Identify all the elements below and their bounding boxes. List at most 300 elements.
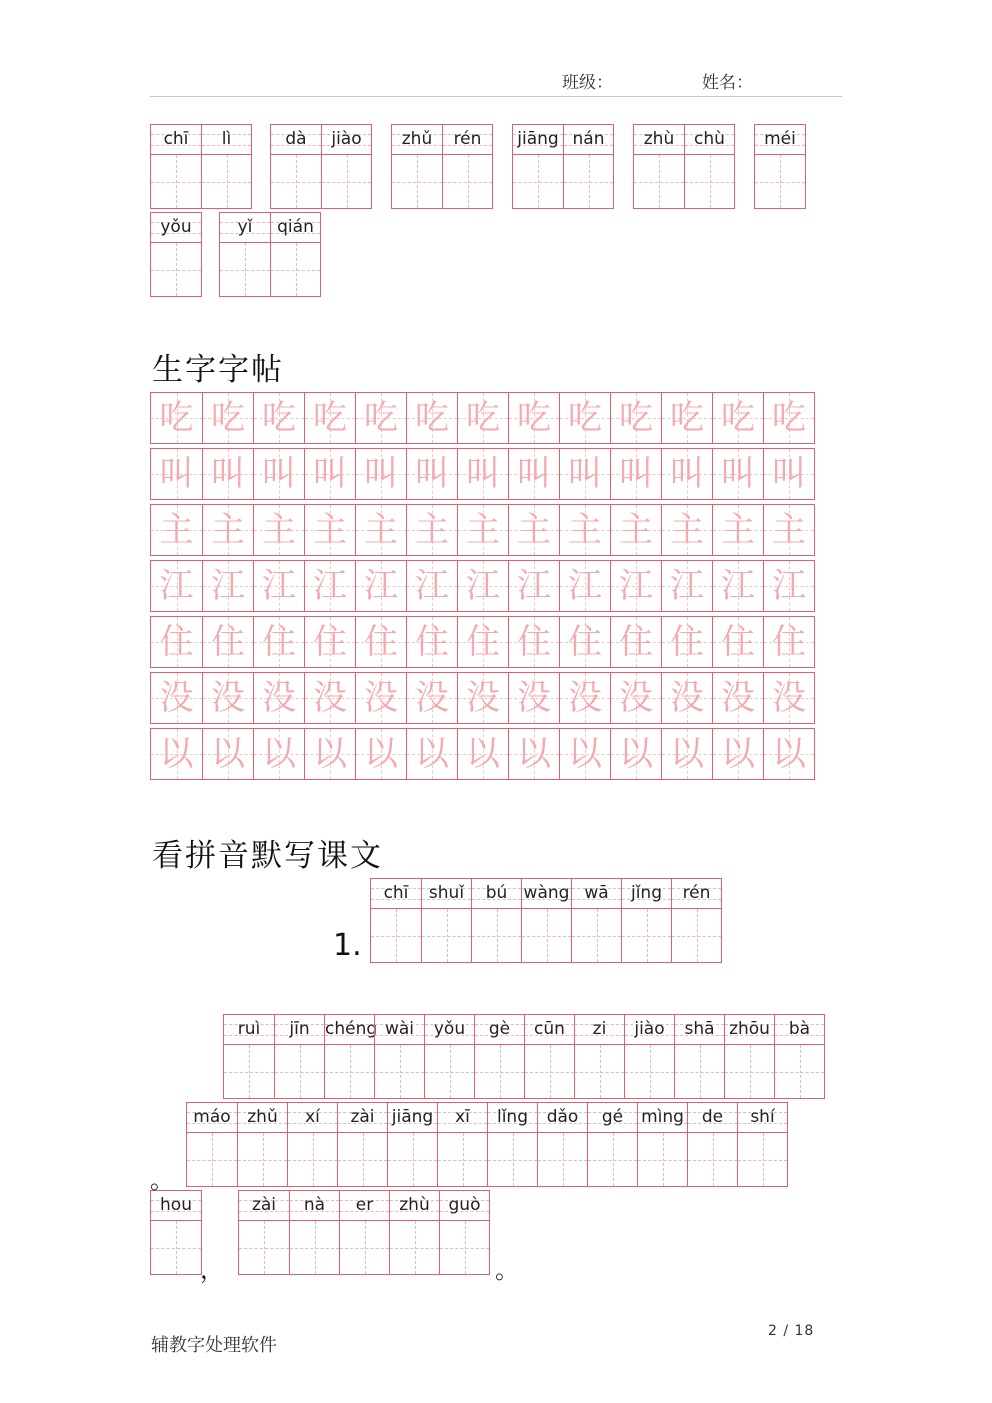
pinyin-text: bú bbox=[485, 883, 508, 903]
pinyin-box-group bbox=[370, 878, 722, 963]
trace-character: 吃 bbox=[619, 398, 653, 438]
hanzi-writing-box[interactable] bbox=[239, 1221, 289, 1274]
trace-character: 住 bbox=[619, 622, 653, 662]
hanzi-writing-box[interactable] bbox=[475, 1045, 524, 1098]
tracing-cell[interactable] bbox=[610, 617, 661, 667]
tracing-cell[interactable] bbox=[712, 561, 763, 611]
hanzi-writing-box[interactable] bbox=[675, 1045, 724, 1098]
hanzi-writing-box[interactable] bbox=[220, 243, 270, 296]
pinyin-box-group bbox=[391, 124, 493, 209]
trace-character: 以 bbox=[313, 734, 347, 774]
tracing-cell[interactable] bbox=[559, 505, 610, 555]
tracing-cell[interactable] bbox=[508, 561, 559, 611]
pinyin-writing-cell bbox=[587, 1103, 637, 1186]
tracing-cell[interactable] bbox=[763, 729, 814, 779]
trace-character: 叫 bbox=[670, 454, 704, 494]
pinyin-writing-cell bbox=[671, 879, 721, 962]
pinyin-box-group bbox=[150, 1190, 202, 1275]
tracing-cell[interactable] bbox=[763, 393, 814, 443]
tracing-cell[interactable] bbox=[610, 393, 661, 443]
pinyin-writing-cell bbox=[574, 1015, 624, 1098]
pinyin-text: wàng bbox=[523, 883, 570, 903]
pinyin-writing-cell bbox=[521, 879, 571, 962]
hanzi-writing-box[interactable] bbox=[525, 1045, 574, 1098]
tracing-cell[interactable] bbox=[610, 505, 661, 555]
hanzi-writing-box[interactable] bbox=[538, 1133, 587, 1186]
pinyin-text: chī bbox=[163, 129, 189, 149]
name-label: 姓名： bbox=[702, 73, 753, 93]
trace-character: 江 bbox=[466, 566, 500, 606]
tracing-cell[interactable] bbox=[304, 729, 355, 779]
hanzi-writing-box[interactable] bbox=[202, 155, 251, 208]
trace-character: 吃 bbox=[568, 398, 602, 438]
trace-character: 吃 bbox=[262, 398, 296, 438]
tracing-cell[interactable] bbox=[253, 561, 304, 611]
pinyin-text: jǐng bbox=[630, 883, 662, 903]
pinyin-box-group bbox=[219, 212, 321, 297]
tracing-cell[interactable] bbox=[253, 449, 304, 499]
tracing-cell[interactable] bbox=[610, 561, 661, 611]
tracing-cell[interactable] bbox=[151, 729, 202, 779]
pinyin-text: jiāng bbox=[517, 129, 559, 149]
hanzi-writing-box[interactable] bbox=[325, 1045, 374, 1098]
pinyin-writing-cell bbox=[537, 1103, 587, 1186]
hanzi-writing-box[interactable] bbox=[575, 1045, 624, 1098]
pinyin-writing-cell bbox=[324, 1015, 378, 1098]
pinyin-box-group bbox=[512, 124, 614, 209]
hanzi-writing-box[interactable] bbox=[634, 155, 684, 208]
tracing-cell[interactable] bbox=[406, 673, 457, 723]
tracing-cell[interactable] bbox=[457, 393, 508, 443]
tracing-cell[interactable] bbox=[661, 449, 712, 499]
tracing-cell[interactable] bbox=[355, 561, 406, 611]
tracing-cell[interactable] bbox=[508, 505, 559, 555]
tracing-cell[interactable] bbox=[304, 561, 355, 611]
trace-character: 住 bbox=[466, 622, 500, 662]
tracing-cell[interactable] bbox=[661, 505, 712, 555]
pinyin-text: er bbox=[355, 1195, 374, 1215]
pinyin-text: shā bbox=[684, 1019, 715, 1039]
trace-character: 以 bbox=[517, 734, 551, 774]
hanzi-writing-box[interactable] bbox=[440, 1221, 489, 1274]
tracing-cell[interactable] bbox=[304, 449, 355, 499]
trace-character: 没 bbox=[619, 678, 653, 718]
pinyin-box-group bbox=[186, 1102, 788, 1187]
trace-character: 没 bbox=[466, 678, 500, 718]
tracing-cell[interactable] bbox=[712, 617, 763, 667]
trace-character: 主 bbox=[568, 510, 602, 550]
tracing-cell[interactable] bbox=[457, 729, 508, 779]
tracing-cell[interactable] bbox=[355, 617, 406, 667]
trace-character: 以 bbox=[721, 734, 755, 774]
pinyin-text: guò bbox=[448, 1195, 481, 1215]
trace-character: 没 bbox=[313, 678, 347, 718]
hanzi-writing-box[interactable] bbox=[672, 909, 721, 962]
trace-character: 叫 bbox=[262, 454, 296, 494]
tracing-cell[interactable] bbox=[253, 393, 304, 443]
pinyin-writing-cell bbox=[487, 1103, 537, 1186]
tracing-cell[interactable] bbox=[151, 561, 202, 611]
tracing-cell[interactable] bbox=[202, 729, 253, 779]
trace-character: 江 bbox=[364, 566, 398, 606]
pinyin-writing-cell bbox=[474, 1015, 524, 1098]
hanzi-writing-box[interactable] bbox=[375, 1045, 424, 1098]
trace-character: 主 bbox=[262, 510, 296, 550]
hanzi-writing-box[interactable] bbox=[775, 1045, 824, 1098]
tracing-cell[interactable] bbox=[151, 449, 202, 499]
tracing-cell[interactable] bbox=[712, 673, 763, 723]
hanzi-writing-box[interactable] bbox=[513, 155, 563, 208]
pinyin-writing-cell bbox=[437, 1103, 487, 1186]
hanzi-writing-box[interactable] bbox=[443, 155, 492, 208]
hanzi-writing-box[interactable] bbox=[275, 1045, 324, 1098]
trace-character: 以 bbox=[415, 734, 449, 774]
tracing-cell[interactable] bbox=[661, 673, 712, 723]
pinyin-writing-cell bbox=[201, 125, 251, 208]
hanzi-writing-box[interactable] bbox=[390, 1221, 439, 1274]
tracing-row bbox=[150, 672, 815, 724]
trace-character: 住 bbox=[517, 622, 551, 662]
tracing-cell[interactable] bbox=[202, 393, 253, 443]
tracing-cell[interactable] bbox=[610, 729, 661, 779]
tracing-cell[interactable] bbox=[151, 393, 202, 443]
hanzi-writing-box[interactable] bbox=[472, 909, 521, 962]
trace-character: 江 bbox=[517, 566, 551, 606]
tracing-cell[interactable] bbox=[304, 617, 355, 667]
tracing-cell[interactable] bbox=[406, 393, 457, 443]
hanzi-writing-box[interactable] bbox=[725, 1045, 774, 1098]
hanzi-writing-box[interactable] bbox=[388, 1133, 437, 1186]
tracing-cell[interactable] bbox=[712, 449, 763, 499]
hanzi-writing-box[interactable] bbox=[572, 909, 621, 962]
pinyin-writing-cell bbox=[421, 879, 471, 962]
tracing-row bbox=[150, 448, 815, 500]
pinyin-writing-cell bbox=[237, 1103, 287, 1186]
pinyin-text: xī bbox=[455, 1107, 470, 1127]
hanzi-writing-box[interactable] bbox=[755, 155, 805, 208]
pinyin-writing-cell bbox=[624, 1015, 674, 1098]
tracing-cell[interactable] bbox=[355, 729, 406, 779]
pinyin-writing-cell bbox=[442, 125, 492, 208]
trace-character: 主 bbox=[364, 510, 398, 550]
trace-character: 没 bbox=[772, 678, 806, 718]
trace-character: 没 bbox=[159, 678, 194, 718]
tracing-cell[interactable] bbox=[253, 729, 304, 779]
trace-character: 吃 bbox=[313, 398, 347, 438]
pinyin-writing-cell bbox=[774, 1015, 824, 1098]
pinyin-writing-cell bbox=[737, 1103, 787, 1186]
tracing-cell[interactable] bbox=[559, 393, 610, 443]
pinyin-writing-cell bbox=[637, 1103, 687, 1186]
hanzi-writing-box[interactable] bbox=[738, 1133, 787, 1186]
tracing-cell[interactable] bbox=[355, 449, 406, 499]
hanzi-writing-box[interactable] bbox=[425, 1045, 474, 1098]
trace-character: 住 bbox=[211, 622, 245, 662]
hanzi-writing-box[interactable] bbox=[288, 1133, 337, 1186]
pinyin-writing-cell bbox=[339, 1191, 389, 1274]
tracing-cell[interactable] bbox=[253, 673, 304, 723]
trace-character: 吃 bbox=[517, 398, 551, 438]
tracing-cell[interactable] bbox=[151, 617, 202, 667]
tracing-cell[interactable] bbox=[406, 729, 457, 779]
trace-character: 以 bbox=[466, 734, 500, 774]
tracing-cell[interactable] bbox=[457, 673, 508, 723]
pinyin-writing-cell bbox=[424, 1015, 474, 1098]
trace-character: 住 bbox=[262, 622, 296, 662]
pinyin-writing-cell bbox=[371, 879, 421, 962]
trace-character: 住 bbox=[415, 622, 449, 662]
tracing-cell[interactable] bbox=[253, 617, 304, 667]
tracing-cell[interactable] bbox=[661, 617, 712, 667]
trace-character: 吃 bbox=[159, 398, 194, 438]
trace-character: 叫 bbox=[415, 454, 449, 494]
tracing-cell[interactable] bbox=[508, 617, 559, 667]
pinyin-writing-cell bbox=[524, 1015, 574, 1098]
hanzi-writing-box[interactable] bbox=[688, 1133, 737, 1186]
tracing-cell[interactable] bbox=[457, 561, 508, 611]
hanzi-writing-box[interactable] bbox=[438, 1133, 487, 1186]
hanzi-writing-box[interactable] bbox=[422, 909, 471, 962]
tracing-cell[interactable] bbox=[661, 729, 712, 779]
pinyin-writing-cell bbox=[471, 879, 521, 962]
dictation-title: 看拼音默写课文 bbox=[152, 838, 383, 874]
trace-character: 住 bbox=[772, 622, 806, 662]
pinyin-writing-cell bbox=[684, 125, 734, 208]
trace-character: 主 bbox=[670, 510, 704, 550]
trace-character: 主 bbox=[619, 510, 653, 550]
tracing-cell[interactable] bbox=[712, 729, 763, 779]
tracing-cell[interactable] bbox=[559, 729, 610, 779]
tracing-cell[interactable] bbox=[202, 673, 253, 723]
tracing-row bbox=[150, 728, 815, 780]
trace-character: 以 bbox=[568, 734, 602, 774]
trace-character: 住 bbox=[670, 622, 704, 662]
pinyin-writing-cell bbox=[513, 125, 563, 208]
tracing-cell[interactable] bbox=[355, 673, 406, 723]
tracing-cell[interactable] bbox=[763, 449, 814, 499]
tracing-title: 生字字帖 bbox=[152, 352, 284, 388]
trace-character: 江 bbox=[415, 566, 449, 606]
hanzi-writing-box[interactable] bbox=[224, 1045, 274, 1098]
trace-character: 没 bbox=[517, 678, 551, 718]
period-mark-1: 。 bbox=[150, 1166, 174, 1194]
tracing-cell[interactable] bbox=[661, 561, 712, 611]
hanzi-writing-box[interactable] bbox=[151, 1221, 201, 1274]
pinyin-text: chù bbox=[694, 129, 725, 149]
trace-character: 没 bbox=[262, 678, 296, 718]
pinyin-text: yǒu bbox=[160, 217, 192, 237]
pinyin-text: zi bbox=[592, 1019, 607, 1039]
tracing-cell[interactable] bbox=[508, 449, 559, 499]
pinyin-text: gé bbox=[601, 1107, 624, 1127]
pinyin-box-group bbox=[633, 124, 735, 209]
pinyin-writing-cell bbox=[621, 879, 671, 962]
pinyin-box-group bbox=[150, 124, 252, 209]
tracing-cell[interactable] bbox=[304, 393, 355, 443]
pinyin-writing-cell bbox=[392, 125, 442, 208]
pinyin-text: méi bbox=[764, 129, 796, 149]
hanzi-writing-box[interactable] bbox=[564, 155, 613, 208]
trace-character: 吃 bbox=[211, 398, 245, 438]
footer-software: 辅教字处理软件 bbox=[151, 1335, 277, 1356]
comma-mark: ， bbox=[200, 1256, 224, 1284]
trace-character: 以 bbox=[364, 734, 398, 774]
pinyin-text: de bbox=[701, 1107, 724, 1127]
pinyin-text: lì bbox=[221, 129, 232, 149]
pinyin-text: lǐng bbox=[496, 1107, 528, 1127]
tracing-cell[interactable] bbox=[610, 449, 661, 499]
pinyin-text: rén bbox=[682, 883, 711, 903]
trace-character: 江 bbox=[159, 566, 194, 606]
hanzi-writing-box[interactable] bbox=[522, 909, 571, 962]
tracing-cell[interactable] bbox=[253, 505, 304, 555]
pinyin-writing-cell bbox=[151, 125, 201, 208]
tracing-cell[interactable] bbox=[202, 505, 253, 555]
pinyin-writing-cell bbox=[224, 1015, 274, 1098]
pinyin-writing-cell bbox=[337, 1103, 387, 1186]
tracing-cell[interactable] bbox=[508, 729, 559, 779]
hanzi-writing-box[interactable] bbox=[338, 1133, 387, 1186]
pinyin-writing-cell bbox=[387, 1103, 437, 1186]
trace-character: 住 bbox=[721, 622, 755, 662]
tracing-cell[interactable] bbox=[661, 393, 712, 443]
hanzi-writing-box[interactable] bbox=[392, 155, 442, 208]
tracing-cell[interactable] bbox=[610, 673, 661, 723]
hanzi-writing-box[interactable] bbox=[151, 155, 201, 208]
pinyin-text: dǎo bbox=[546, 1107, 579, 1127]
hanzi-writing-box[interactable] bbox=[371, 909, 421, 962]
tracing-cell[interactable] bbox=[151, 505, 202, 555]
pinyin-text: ruì bbox=[237, 1019, 261, 1039]
pinyin-text: gè bbox=[488, 1019, 511, 1039]
trace-character: 没 bbox=[670, 678, 704, 718]
tracing-cell[interactable] bbox=[406, 449, 457, 499]
pinyin-writing-cell bbox=[239, 1191, 289, 1274]
tracing-cell[interactable] bbox=[355, 393, 406, 443]
trace-character: 吃 bbox=[670, 398, 704, 438]
pinyin-text: shí bbox=[750, 1107, 775, 1127]
class-label: 班级： bbox=[562, 73, 613, 93]
tracing-cell[interactable] bbox=[508, 393, 559, 443]
pinyin-box-group bbox=[238, 1190, 490, 1275]
trace-character: 住 bbox=[313, 622, 347, 662]
tracing-cell[interactable] bbox=[763, 561, 814, 611]
pinyin-text: shuǐ bbox=[428, 883, 465, 903]
tracing-cell[interactable] bbox=[304, 673, 355, 723]
hanzi-writing-box[interactable] bbox=[685, 155, 734, 208]
pinyin-writing-cell bbox=[289, 1191, 339, 1274]
tracing-cell[interactable] bbox=[712, 393, 763, 443]
hanzi-writing-box[interactable] bbox=[187, 1133, 237, 1186]
tracing-cell[interactable] bbox=[406, 561, 457, 611]
hanzi-writing-box[interactable] bbox=[290, 1221, 339, 1274]
pinyin-writing-cell bbox=[151, 213, 201, 296]
pinyin-text: yǒu bbox=[433, 1019, 466, 1039]
trace-character: 没 bbox=[211, 678, 245, 718]
trace-character: 叫 bbox=[772, 454, 806, 494]
trace-character: 主 bbox=[313, 510, 347, 550]
tracing-cell[interactable] bbox=[763, 505, 814, 555]
hanzi-writing-box[interactable] bbox=[625, 1045, 674, 1098]
trace-character: 主 bbox=[517, 510, 551, 550]
trace-character: 江 bbox=[211, 566, 245, 606]
tracing-cell[interactable] bbox=[763, 673, 814, 723]
trace-character: 住 bbox=[568, 622, 602, 662]
tracing-cell[interactable] bbox=[559, 673, 610, 723]
trace-character: 以 bbox=[619, 734, 653, 774]
tracing-cell[interactable] bbox=[202, 561, 253, 611]
tracing-cell[interactable] bbox=[304, 505, 355, 555]
tracing-cell[interactable] bbox=[406, 505, 457, 555]
hanzi-writing-box[interactable] bbox=[271, 243, 320, 296]
tracing-cell[interactable] bbox=[559, 449, 610, 499]
pinyin-text: rén bbox=[453, 129, 482, 149]
pinyin-writing-cell bbox=[439, 1191, 489, 1274]
trace-character: 江 bbox=[568, 566, 602, 606]
pinyin-text: dà bbox=[285, 129, 307, 149]
trace-character: 没 bbox=[721, 678, 755, 718]
trace-character: 主 bbox=[159, 510, 194, 550]
tracing-cell[interactable] bbox=[151, 673, 202, 723]
trace-character: 主 bbox=[721, 510, 755, 550]
tracing-cell[interactable] bbox=[559, 617, 610, 667]
tracing-cell[interactable] bbox=[712, 505, 763, 555]
tracing-cell[interactable] bbox=[457, 505, 508, 555]
pinyin-text: nán bbox=[572, 129, 605, 149]
pinyin-text: zhù bbox=[643, 129, 675, 149]
pinyin-writing-cell bbox=[374, 1015, 424, 1098]
tracing-cell[interactable] bbox=[202, 617, 253, 667]
hanzi-writing-box[interactable] bbox=[322, 155, 371, 208]
pinyin-text: zài bbox=[350, 1107, 375, 1127]
pinyin-text: máo bbox=[193, 1107, 231, 1127]
tracing-cell[interactable] bbox=[406, 617, 457, 667]
tracing-cell[interactable] bbox=[457, 617, 508, 667]
tracing-cell[interactable] bbox=[508, 673, 559, 723]
hanzi-writing-box[interactable] bbox=[622, 909, 671, 962]
hanzi-writing-box[interactable] bbox=[638, 1133, 687, 1186]
hanzi-writing-box[interactable] bbox=[340, 1221, 389, 1274]
pinyin-writing-cell bbox=[563, 125, 613, 208]
trace-character: 以 bbox=[262, 734, 296, 774]
trace-character: 叫 bbox=[568, 454, 602, 494]
trace-character: 吃 bbox=[364, 398, 398, 438]
hanzi-writing-box[interactable] bbox=[488, 1133, 537, 1186]
pinyin-text: zhōu bbox=[729, 1019, 770, 1039]
tracing-row bbox=[150, 392, 815, 444]
tracing-cell[interactable] bbox=[202, 449, 253, 499]
pinyin-text: wài bbox=[384, 1019, 415, 1039]
trace-character: 叫 bbox=[211, 454, 245, 494]
trace-character: 叫 bbox=[364, 454, 398, 494]
hanzi-writing-box[interactable] bbox=[588, 1133, 637, 1186]
tracing-cell[interactable] bbox=[763, 617, 814, 667]
tracing-cell[interactable] bbox=[457, 449, 508, 499]
hanzi-writing-box[interactable] bbox=[151, 243, 201, 296]
hanzi-writing-box[interactable] bbox=[238, 1133, 287, 1186]
trace-character: 江 bbox=[313, 566, 347, 606]
pinyin-box-group bbox=[754, 124, 806, 209]
hanzi-writing-box[interactable] bbox=[271, 155, 321, 208]
trace-character: 江 bbox=[670, 566, 704, 606]
trace-character: 江 bbox=[721, 566, 755, 606]
tracing-cell[interactable] bbox=[355, 505, 406, 555]
trace-character: 吃 bbox=[415, 398, 449, 438]
pinyin-text: hou bbox=[160, 1195, 192, 1215]
trace-character: 叫 bbox=[313, 454, 347, 494]
pinyin-text: jiào bbox=[634, 1019, 665, 1039]
tracing-cell[interactable] bbox=[559, 561, 610, 611]
